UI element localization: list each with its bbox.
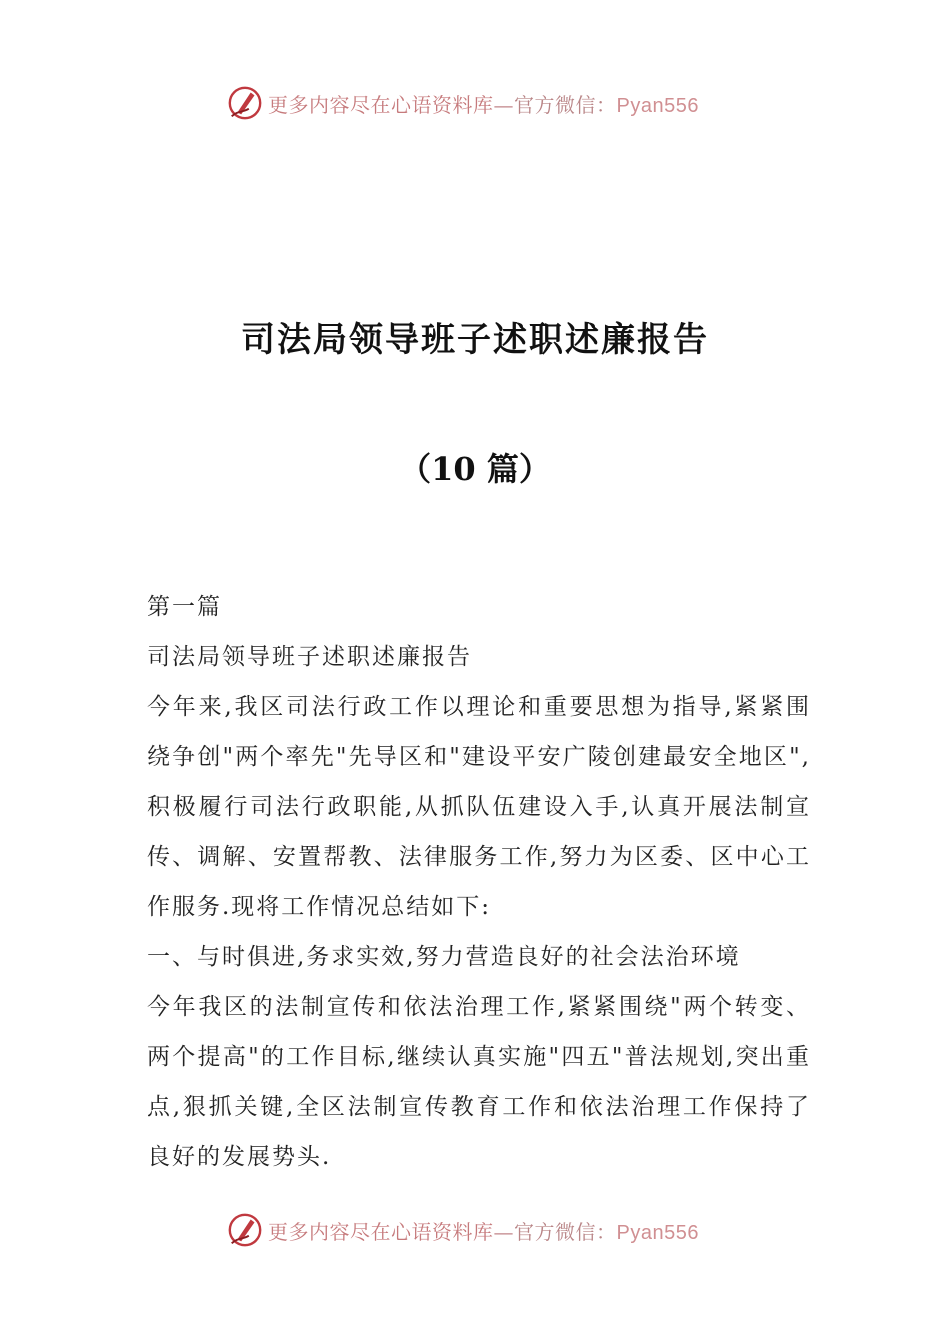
section-heading: 一、与时俱进,务求实效,努力营造良好的社会法治环境 <box>147 944 741 970</box>
pen-logo-icon <box>226 1211 264 1249</box>
watermark-text: 更多内容尽在心语资料库—官方微信：Pyan556 <box>268 92 699 117</box>
paragraph: 今年我区的法制宣传和依法治理工作,紧紧围绕"两个转变、两个提高"的工作目标,继续认真实施"四五"普法规划,突出重点,狠抓关键,全区法制宣传教育工作和依法治理工作保持了良好的发展势头. <box>147 994 811 1170</box>
document-title: 司法局领导班子述职述廉报告 <box>241 320 709 360</box>
document-subtitle: （10 篇） <box>399 450 551 488</box>
watermark-text: 更多内容尽在心语资料库—官方微信：Pyan556 <box>268 1219 699 1244</box>
pen-logo-icon <box>226 84 264 122</box>
section-label: 第一篇 <box>147 594 222 620</box>
paragraph: 今年来,我区司法行政工作以理论和重要思想为指导,紧紧围绕争创"两个率先"先导区和"建设平安广陵创建最安全地区",积极履行司法行政职能,从抓队伍建设入手,认真开展法制宣传、调解、安置帮教、法律服务工作,努力为区委、区中心工作服务.现将工作情况总结如下: <box>147 694 811 920</box>
section-title: 司法局领导班子述职述廉报告 <box>147 644 472 670</box>
footer-watermark <box>0 1207 950 1253</box>
header-watermark <box>0 80 950 126</box>
document-body <box>147 582 811 1182</box>
